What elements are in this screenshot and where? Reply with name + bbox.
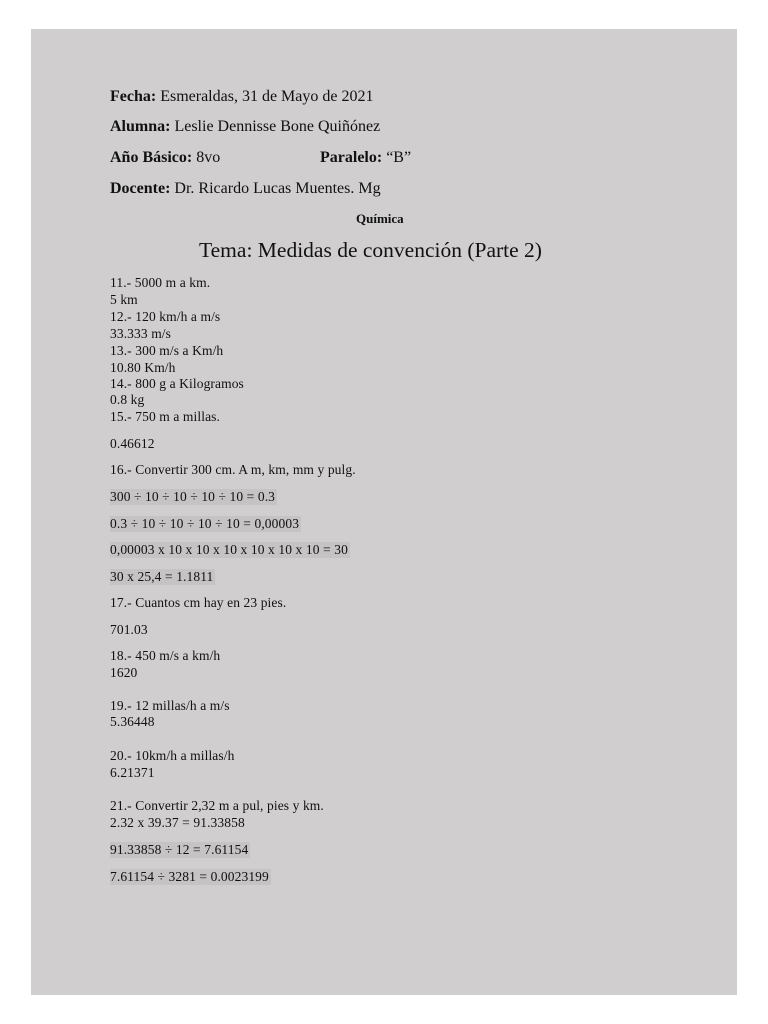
- page-title: Tema: Medidas de convención (Parte 2): [199, 238, 542, 262]
- calc-line: 0,00003 x 10 x 10 x 10 x 10 x 10 x 10 = 30: [110, 542, 348, 557]
- calc-line: 0.3 ÷ 10 ÷ 10 ÷ 10 ÷ 10 = 0,00003: [110, 516, 300, 531]
- document-page: [31, 29, 737, 995]
- fecha-label: Fecha:: [110, 88, 157, 105]
- header-paralelo: [320, 150, 411, 166]
- exercise-line: 0.46612: [110, 436, 155, 451]
- exercise-line: 0.8 kg: [110, 392, 145, 407]
- anio-label: Año Básico:: [110, 149, 193, 166]
- exercise-line: 2.32 x 39.37 = 91.33858: [110, 815, 245, 830]
- exercise-line: 13.- 300 m/s a Km/h: [110, 343, 224, 358]
- exercise-line: 701.03: [110, 622, 148, 637]
- exercise-line: 5.36448: [110, 714, 155, 729]
- header-fecha: [110, 89, 373, 105]
- exercise-line: 15.- 750 m a millas.: [110, 409, 220, 424]
- calc-line: 91.33858 ÷ 12 = 7.61154: [110, 842, 249, 857]
- alumna-value: Leslie Dennisse Bone Quiñónez: [174, 118, 381, 135]
- subject-heading: Química: [356, 211, 404, 226]
- exercise-line: 21.- Convertir 2,32 m a pul, pies y km.: [110, 798, 324, 813]
- exercise-line: 12.- 120 km/h a m/s: [110, 309, 221, 324]
- exercise-line: 19.- 12 millas/h a m/s: [110, 698, 230, 713]
- exercise-line: 1620: [110, 665, 138, 680]
- paralelo-value: “B”: [386, 149, 412, 166]
- alumna-label: Alumna:: [110, 118, 171, 135]
- exercise-line: 10.80 Km/h: [110, 360, 176, 375]
- header-docente: [110, 181, 381, 197]
- exercise-line: 11.- 5000 m a km.: [110, 275, 211, 290]
- exercise-line: 5 km: [110, 292, 138, 307]
- calc-line: 30 x 25,4 = 1.1811: [110, 569, 214, 584]
- calc-line: 300 ÷ 10 ÷ 10 ÷ 10 ÷ 10 = 0.3: [110, 489, 276, 504]
- anio-value: 8vo: [196, 149, 221, 166]
- fecha-value: Esmeraldas, 31 de Mayo de 2021: [160, 88, 374, 105]
- docente-value: Dr. Ricardo Lucas Muentes. Mg: [174, 180, 381, 197]
- docente-label: Docente:: [110, 180, 171, 197]
- exercise-line: 17.- Cuantos cm hay en 23 pies.: [110, 595, 287, 610]
- exercise-line: 18.- 450 m/s a km/h: [110, 648, 221, 663]
- exercise-line: 16.- Convertir 300 cm. A m, km, mm y pulg.: [110, 462, 356, 477]
- exercise-line: 20.- 10km/h a millas/h: [110, 748, 235, 763]
- header-alumna: [110, 119, 380, 135]
- exercise-line: 33.333 m/s: [110, 326, 172, 341]
- exercise-line: 6.21371: [110, 765, 155, 780]
- calc-line: 7.61154 ÷ 3281 = 0.0023199: [110, 869, 269, 884]
- paralelo-label: Paralelo:: [320, 149, 383, 166]
- exercise-line: 14.- 800 g a Kilogramos: [110, 376, 244, 391]
- header-anio: [110, 150, 220, 166]
